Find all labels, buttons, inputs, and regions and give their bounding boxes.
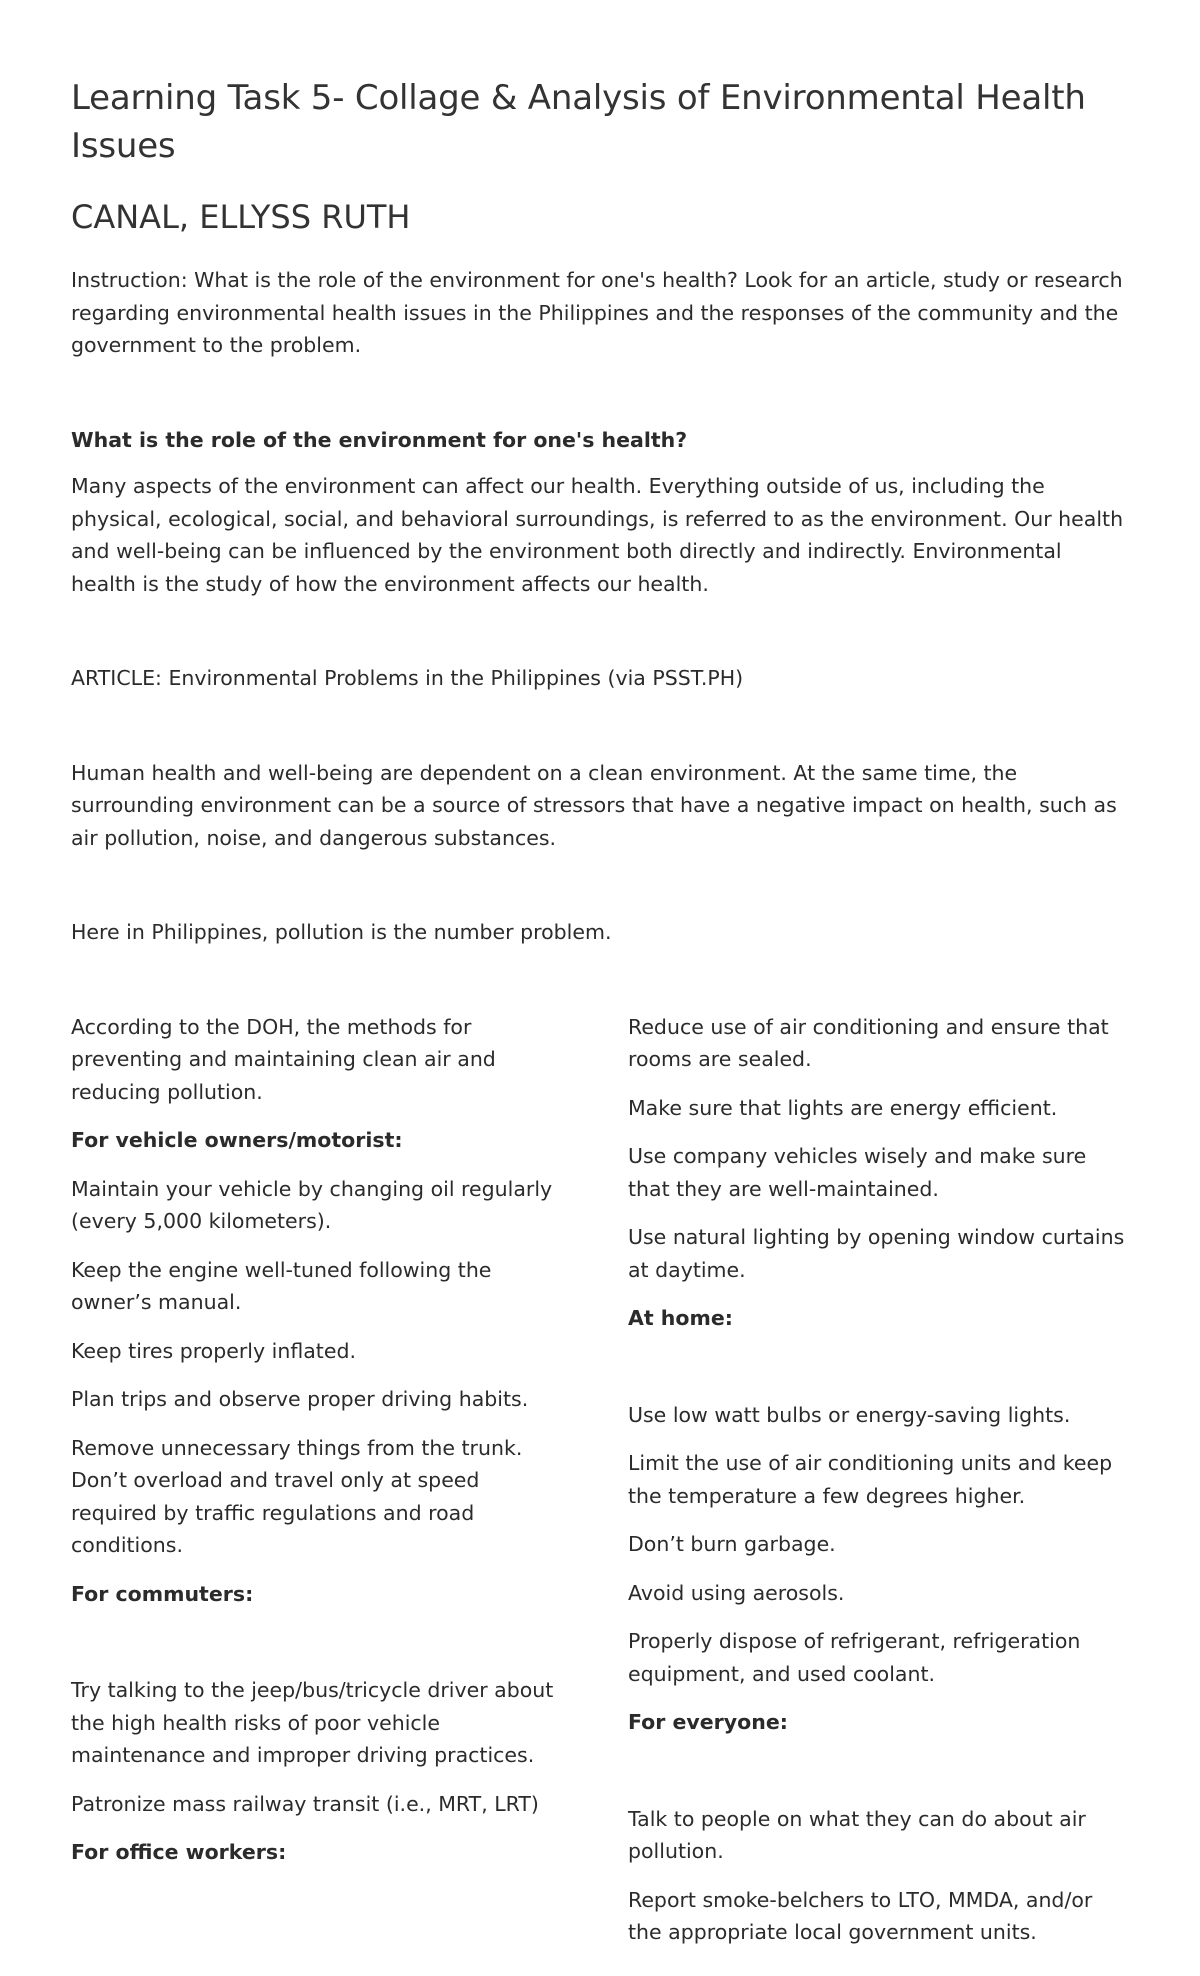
- home-item: Don’t burn garbage.: [628, 1532, 836, 1556]
- vehicle-item: Plan trips and observe proper driving habits.: [71, 1387, 529, 1411]
- instruction-paragraph: Instruction: What is the role of the environment for one's health? Look for an article, study or research regarding environmental health issues in the Philippines and the responses of the community and the government to the problem.: [71, 268, 1123, 357]
- vehicle-item: Maintain your vehicle by changing oil regularly (every 5,000 kilometers).: [71, 1176, 553, 1233]
- at-home-heading: At home:: [628, 1306, 733, 1330]
- office-item: Make sure that lights are energy efficient.: [628, 1095, 1058, 1120]
- commuters-heading: For commuters:: [71, 1581, 254, 1606]
- office-item: Reduce use of air conditioning and ensure that rooms are sealed.: [628, 1014, 1109, 1071]
- vehicle-owners-heading: For vehicle owners/motorist:: [71, 1128, 403, 1152]
- home-item: Use low watt bulbs or energy-saving lights.: [628, 1402, 1071, 1427]
- article-body: Human health and well-being are dependent on a clean environment. At the same time, the surrounding environment can be a source of stressors that have a negative impact on health, such as air pollution, noise, and dangerous substances.: [71, 760, 1117, 850]
- office-item: Use natural lighting by opening window curtains at daytime.: [628, 1225, 1125, 1282]
- article-title: ARTICLE: Environmental Problems in the Philippines (via PSST.PH): [71, 666, 744, 690]
- home-item: Properly dispose of refrigerant, refrigeration equipment, and used coolant.: [628, 1629, 1081, 1686]
- office-workers-heading: For office workers:: [71, 1840, 287, 1864]
- for-everyone-heading: For everyone:: [628, 1710, 788, 1734]
- commuters-item: Try talking to the jeep/bus/tricycle driver about the high health risks of poor vehicle maintenance and improper driving practices.: [71, 1678, 554, 1767]
- home-item: Limit the use of air conditioning units and keep the temperature a few degrees higher.: [628, 1451, 1113, 1508]
- office-item: Use company vehicles wisely and make sure that they are well-maintained.: [628, 1144, 1087, 1201]
- philippines-pollution-line: Here in Philippines, pollution is the number problem.: [71, 920, 612, 944]
- document-title: Learning Task 5- Collage & Analysis of Environmental Health Issues: [71, 78, 1086, 166]
- doh-intro: According to the DOH, the methods for preventing and maintaining clean air and reducing pollution.: [71, 1014, 496, 1104]
- everyone-item: Report smoke-belchers to LTO, MMDA, and/or the appropriate local government units.: [628, 1887, 1093, 1944]
- question-heading: What is the role of the environment for one's health?: [71, 427, 688, 452]
- vehicle-item: Remove unnecessary things from the trunk. Don’t overload and travel only at speed required by traffic regulations and road conditions.: [71, 1435, 523, 1557]
- author-name: CANAL, ELLYSS RUTH: [71, 198, 411, 236]
- vehicle-item: Keep the engine well-tuned following the owner’s manual.: [71, 1257, 492, 1314]
- everyone-item: Talk to people on what they can do about air pollution.: [628, 1806, 1086, 1863]
- vehicle-item: Keep tires properly inflated.: [71, 1338, 356, 1363]
- commuters-item: Patronize mass railway transit (i.e., MRT, LRT): [71, 1791, 539, 1816]
- left-column: [71, 1011, 571, 1965]
- two-column-section: [71, 1011, 1130, 1965]
- right-column: [628, 1011, 1130, 1965]
- answer-paragraph: Many aspects of the environment can affect our health. Everything outside of us, including the physical, ecological, social, and behavioral surroundings, is referred to as the environment. Our health and well-being can be influenced by the environment both directly and indirectly. Environmental health is the study of how the environment affects our health.: [71, 474, 1124, 596]
- home-item: Avoid using aerosols.: [628, 1580, 845, 1605]
